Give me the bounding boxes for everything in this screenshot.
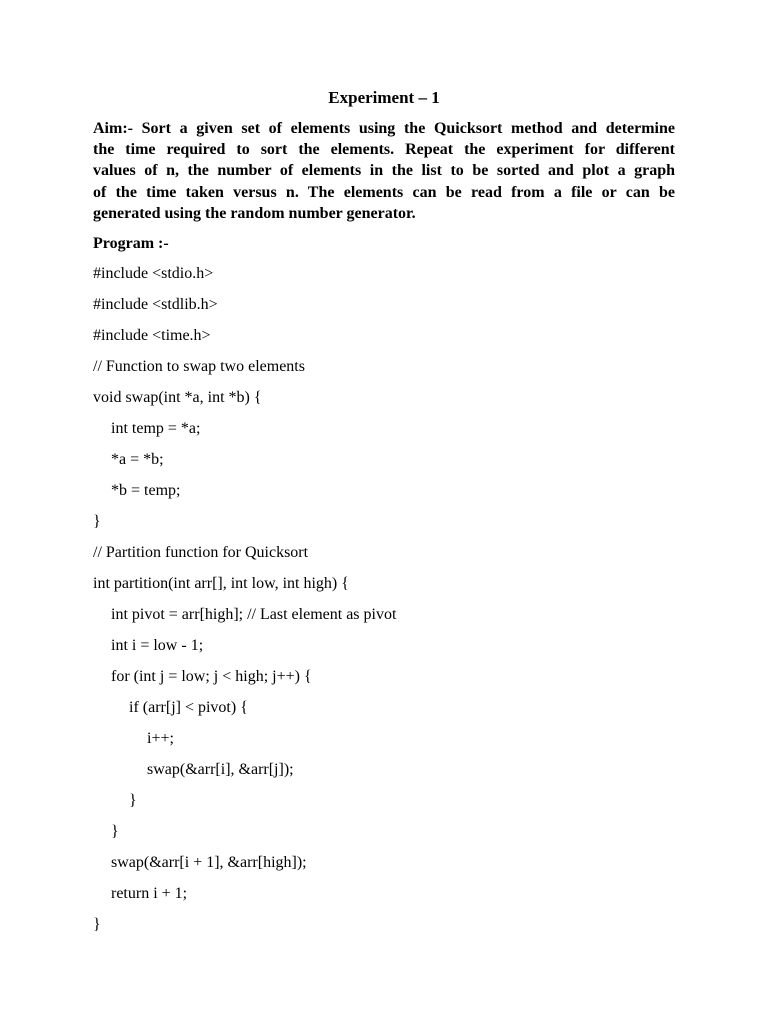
code-comment: // Partition function for Quicksort — [93, 544, 309, 561]
code-line: int temp = *a; — [111, 420, 201, 437]
code-line: return i + 1; — [111, 885, 188, 902]
code-line: if (arr[j] < pivot) { — [129, 699, 248, 716]
aim-line: values of n, the number of elements in the list to be sorted and plot a graph — [93, 162, 675, 180]
code-comment: // Function to swap two elements — [93, 358, 305, 375]
aim-line: the time required to sort the elements. Repeat the experiment for different — [93, 141, 675, 159]
aim-paragraph — [93, 118, 675, 224]
aim-line: Aim:- Sort a given set of elements using the Quicksort method and determine — [93, 120, 675, 137]
code-line: } — [93, 916, 101, 933]
code-line: for (int j = low; j < high; j++) { — [111, 668, 312, 685]
code-line: *a = *b; — [111, 451, 164, 468]
code-block — [93, 263, 693, 945]
code-line: swap(&arr[i], &arr[j]); — [147, 761, 294, 778]
code-line: int i = low - 1; — [111, 637, 204, 654]
program-label: Program :- — [93, 235, 169, 252]
code-line: } — [111, 823, 119, 840]
code-line: void swap(int *a, int *b) { — [93, 389, 262, 406]
code-line: } — [129, 792, 137, 809]
aim-line: of the time taken versus n. The elements can be read from a file or can be — [93, 183, 675, 201]
page-title: Experiment – 1 — [328, 88, 440, 107]
code-line: i++; — [147, 730, 174, 747]
code-line: } — [93, 513, 101, 530]
code-line: #include <stdio.h> — [93, 265, 214, 282]
code-line: swap(&arr[i + 1], &arr[high]); — [111, 854, 307, 871]
aim-line: generated using the random number generator. — [93, 204, 416, 222]
code-line: #include <stdlib.h> — [93, 296, 218, 313]
code-line: int pivot = arr[high]; // Last element as pivot — [111, 606, 397, 623]
code-line: #include <time.h> — [93, 327, 211, 344]
code-line: int partition(int arr[], int low, int high) { — [93, 575, 349, 592]
code-line: *b = temp; — [111, 482, 181, 499]
